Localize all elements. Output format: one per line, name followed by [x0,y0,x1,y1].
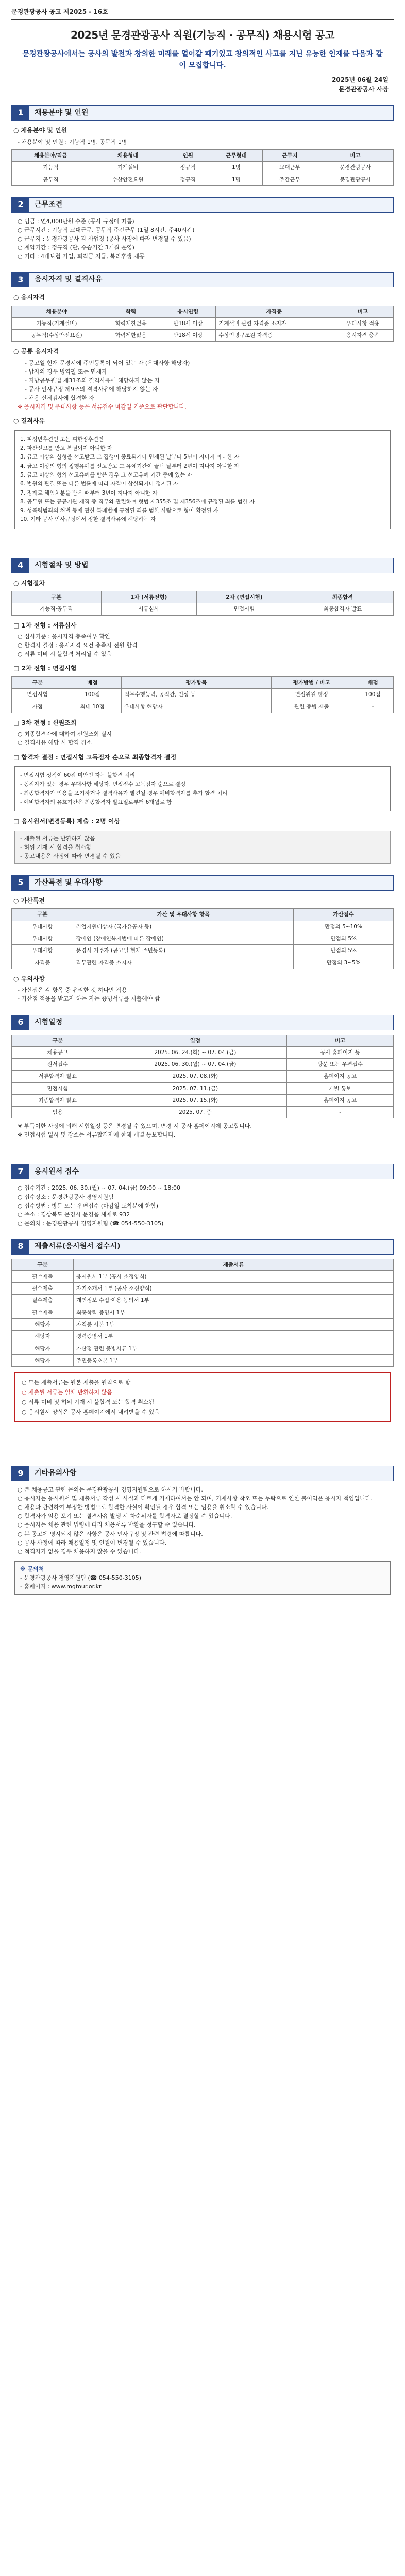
th: 근무형태 [210,150,262,162]
th: 채용분야/직급 [12,150,90,162]
th: 일정 [104,1035,287,1046]
section-6 [11,1015,394,1140]
table-row [12,1331,394,1343]
cell: 만점의 5% [294,933,394,945]
cell: 홈페이지 공고 [287,1094,394,1106]
text-line: ○ 근무시간 : 기능직 교대근무, 공무직 주간근무 (1일 8시간, 주40시간) [18,226,195,233]
text-line: ○ 임금 : 연4,000만원 수준 (공사 규정에 따름) [18,217,134,225]
cell: 우대사항 해당자 [122,701,271,713]
text-line: ○ 주소 : 경상북도 문경시 문경읍 새재로 932 [18,1211,130,1218]
cell: 학력제한없음 [102,317,160,329]
section-header [11,558,394,573]
cell: 1명 [210,162,262,174]
text-line: ○ 결격사유 해당 시 합격 취소 [18,739,92,747]
section-title: 근무조건 [29,198,393,212]
text-line: ○ 접수방법 : 방문 또는 우편접수 (마감일 도착분에 한함) [18,1202,159,1209]
text-line: ○ 계약기간 : 정규직 (단, 수습기간 3개월 운영) [18,244,134,251]
table-row [12,945,394,957]
cell: 해당자 [12,1319,74,1331]
cell: 수상안전요원 [90,174,166,185]
text-line: ○ 공사 사정에 따라 채용일정 및 인원이 변경될 수 있습니다. [18,1539,166,1546]
th: 구분 [12,677,63,689]
cell: 해당자 [12,1343,74,1354]
cell: 학력제한없음 [102,330,160,342]
table-row [12,330,394,342]
table-row [12,1354,394,1366]
text-line: - 공사 인사규정 제9조의 결격사유에 해당하지 않는 자 [25,386,158,393]
text-line: ○ 적격자가 없을 경우 채용하지 않을 수 있습니다. [18,1548,141,1555]
cell: - [287,1107,394,1118]
cell: 자기소개서 1부 (공사 소정양식) [74,1283,394,1295]
th: 최종합격 [292,591,394,603]
table-row [12,921,394,933]
section-header [11,197,394,213]
section-header [11,1164,394,1179]
process-table [11,591,394,616]
cell: 우대사항 [12,933,73,945]
cell: 만점의 5% [294,945,394,957]
cell: 직무수행능력, 공직관, 인성 등 [122,689,271,701]
text-line: ○ 응시자는 채용 관련 법령에 따라 채용서류 반환을 청구할 수 있습니다. [18,1521,196,1529]
text-line: - 남자의 경우 병역필 또는 면제자 [25,368,107,376]
box-line: ○ 서류 미비 및 허위 기재 시 불합격 또는 합격 취소됨 [22,1399,155,1406]
cell: 교대근무 [262,162,317,174]
cell: 주민등록초본 1부 [74,1354,394,1366]
text-line: - 채용 신체검사에 합격한 자 [25,395,94,402]
cell: 최대 10점 [63,701,122,713]
section-title: 제출서류(응시원서 접수시) [29,1240,393,1254]
cell: 취업지원대상자 (국가유공자 등) [73,921,294,933]
section-title: 응시원서 접수 [29,1164,393,1179]
cell: 응시원서 1부 (공사 소정양식) [74,1270,394,1282]
text-line: ○ 접수기간 : 2025. 06. 30.(월) ~ 07. 04.(금) 09:00 ~ 18:00 [18,1184,180,1192]
submission-note-box [14,831,391,864]
cell: 수상인명구조원 자격증 [216,330,332,342]
cell: 면접시험 [12,689,63,701]
cell: 2025. 06. 30.(월) ~ 07. 04.(금) [104,1059,287,1071]
cell: 2025. 07. 중 [104,1107,287,1118]
cell: 면접시험 [196,603,292,615]
table-row [12,1046,394,1058]
sub-heading: ○ 시험절차 [13,579,45,587]
sub-heading: ○ 채용분야 및 인원 [13,127,68,134]
box-line: 10. 기타 공사 인사규정에서 정한 결격사유에 해당하는 자 [20,516,156,523]
cell: 면접시험 [12,1082,104,1094]
cell: 개인정보 수집·이용 동의서 1부 [74,1295,394,1307]
cell: 2025. 07. 11.(금) [104,1082,287,1094]
th: 자격증 [216,306,332,317]
cell: 방문 또는 우편접수 [287,1059,394,1071]
table-row [12,317,394,329]
cell: 정규직 [166,162,210,174]
box-line: - 허위 기재 시 합격을 취소함 [20,843,92,851]
sub-heading: □ 2차 전형 : 면접시험 [13,665,77,672]
sub-heading: ○ 응시자격 [13,294,45,301]
th: 배점 [352,677,393,689]
section-header [11,1015,394,1030]
sub-heading: □ 응시원서(변경등록) 제출 : 2명 이상 [13,818,121,825]
sub-heading: ○ 가산특전 [13,896,45,904]
cell: 공사 홈페이지 등 [287,1046,394,1058]
section-7 [11,1164,394,1227]
section-header [11,1466,394,1481]
section-header [11,1239,394,1255]
cell: 문경관광공사 [317,162,394,174]
cell: 해당자 [12,1331,74,1343]
section-header [11,272,394,287]
score-table [11,676,394,713]
schedule-table [11,1035,394,1119]
section-number: 2 [12,198,29,212]
text-line: ○ 본 채용공고 관련 문의는 문경관광공사 경영지원팀으로 하시기 바랍니다. [18,1486,203,1494]
th: 인원 [166,150,210,162]
cell: 서류합격자 발표 [12,1071,104,1082]
table-row [12,701,394,713]
table-row [12,933,394,945]
text-line: ○ 기타 : 4대보험 가입, 퇴직금 지급, 복리후생 제공 [18,253,145,260]
section-title: 채용분야 및 인원 [29,106,393,120]
cell: 우대사항 적용 [332,317,394,329]
th: 응시연령 [160,306,216,317]
pass-rule-box [14,766,391,811]
table-row [12,603,394,615]
cell: 가산점 관련 증빙서류 1부 [74,1343,394,1354]
cell: 직무관련 자격증 소지자 [73,957,294,969]
box-line: ○ 제출된 서류는 일체 반환하지 않음 [22,1389,112,1396]
section-3 [11,272,394,529]
note-text: ※ 응시자격 및 우대사항 등은 서류접수 마감일 기준으로 판단합니다. [18,403,187,411]
contact-box [14,1561,391,1595]
box-line: - 면접시험 성적이 60점 미만인 자는 불합격 처리 [20,772,136,779]
table-row [12,1071,394,1082]
text-line: - 가산점 적용을 받고자 하는 자는 증빙서류를 제출해야 함 [18,995,160,1003]
th: 제출서류 [74,1259,394,1270]
cell: 임용 [12,1107,104,1118]
box-line: 5. 금고 이상의 형의 선고유예를 받은 경우 그 선고유예 기간 중에 있는 자 [20,471,193,478]
th: 채용형태 [90,150,166,162]
th: 2차 (면접시험) [196,591,292,603]
table-row [12,1059,394,1071]
table-row [12,1295,394,1307]
page-title: 2025년 문경관광공사 직원(기능직 · 공무직) 채용시험 공고 [70,28,335,41]
section-title: 기타유의사항 [29,1466,393,1481]
section-number: 7 [12,1164,29,1179]
cell: 최종합격자 발표 [292,603,394,615]
cell: 필수제출 [12,1270,74,1282]
table-row [12,1319,394,1331]
bonus-table [11,908,394,969]
text-line: - 채용분야 및 인원 : 기능직 1명, 공무직 1명 [18,138,127,145]
section-8 [11,1239,394,1423]
cell: 정규직 [166,174,210,185]
box-line: 8. 공무원 또는 공공기관 재직 중 직무와 관련하여 형법 제355조 및 제356조에 규정된 죄를 범한 자 [20,498,255,505]
section-number: 8 [12,1240,29,1254]
section-number: 4 [12,558,29,573]
contact-line: - 문경관광공사 경영지원팀 (☎ 054-550-3105) [20,1574,142,1581]
cell: 최종학력 증명서 1부 [74,1307,394,1318]
cell: 만점의 3~5% [294,957,394,969]
cell: 우대사항 [12,945,73,957]
text-line: ○ 근무지 : 문경관광공사 각 사업장 (공사 사정에 따라 변경될 수 있음) [18,235,191,242]
box-line: 3. 금고 이상의 실형을 선고받고 그 집행이 종료되거나 면제된 날부터 5년이 지나지 아니한 자 [20,454,240,461]
section-9 [11,1466,394,1595]
section-4 [11,558,394,864]
cell: 문경시 거주자 (공고일 현재 주민등록) [73,945,294,957]
th: 학력 [102,306,160,317]
text-line: - 지방공무원법 제31조의 결격사유에 해당하지 않는 자 [25,377,160,384]
table-row [12,1270,394,1282]
box-line: - 공고내용은 사정에 따라 변경될 수 있음 [20,852,121,859]
text-line: ○ 접수장소 : 문경관광공사 경영지원팀 [18,1193,114,1200]
cell: 공무직(수상안전요원) [12,330,102,342]
text-line: ○ 최종합격자에 대하여 신원조회 실시 [18,731,112,738]
cell: 최종합격자 발표 [12,1094,104,1106]
th: 비고 [317,150,394,162]
section-5 [11,875,394,1004]
table-row [12,957,394,969]
submission-warning-box [14,1372,391,1422]
cell: 기능직 [12,162,90,174]
intro-text: 문경관광공사에서는 공사의 발전과 창의한 미래를 열어갈 패기있고 창의적인 사고를 지닌 유능한 인재를 다음과 같이 모집합니다. [22,49,383,70]
table-row [12,1343,394,1354]
sub-heading: □ 3차 전형 : 신원조회 [13,719,77,726]
sub-heading: ○ 유의사항 [13,975,45,982]
section-1 [11,105,394,185]
qualification-table [11,306,394,342]
table-row [12,174,394,185]
section-number: 1 [12,106,29,120]
cell: 필수제출 [12,1307,74,1318]
cell: 가점 [12,701,63,713]
cell: 자격증 [12,957,73,969]
disqualification-box [14,430,391,529]
cell: 100점 [63,689,122,701]
cell: 2025. 07. 08.(화) [104,1071,287,1082]
cell: 개별 통보 [287,1082,394,1094]
box-line: - 예비합격자의 유효기간은 최종합격자 발표일로부터 6개월로 함 [20,799,172,805]
section-title: 시험절차 및 방법 [29,558,393,573]
text-line: ○ 심사기준 : 응시자격 충족여부 확인 [18,633,110,640]
section-header [11,105,394,121]
th: 배점 [63,677,122,689]
cell: 원서접수 [12,1059,104,1071]
box-line: 4. 금고 이상의 형의 집행유예를 선고받고 그 유예기간이 끝난 날부터 2년이 지나지 아니한 자 [20,463,240,469]
box-line: ○ 모든 제출서류는 원본 제출을 원칙으로 함 [22,1379,131,1386]
text-line: - 가산점은 각 항목 중 유리한 것 하나만 적용 [18,987,127,994]
text-line: ○ 문의처 : 문경관광공사 경영지원팀 (☎ 054-550-3105) [18,1219,164,1227]
table-row [12,1283,394,1295]
cell: 기계설비 관련 자격증 소지자 [216,317,332,329]
cell: 만점의 5~10% [294,921,394,933]
th: 가산 및 우대사항 항목 [73,909,294,921]
sub-heading: ○ 결격사유 [13,417,45,425]
th: 구분 [12,1259,74,1270]
text-line: ○ 서류 미비 시 불합격 처리될 수 있음 [18,651,112,658]
notice-number: 문경관광공사 공고 제2025 - 16호 [11,8,108,15]
cell: 서류심사 [101,603,196,615]
table-row [12,1094,394,1106]
cell: 100점 [352,689,393,701]
cell: 기능직·공무직 [12,603,102,615]
section-title: 응시자격 및 결격사유 [29,273,393,287]
cell: 주간근무 [262,174,317,185]
box-line: ○ 응시원서 양식은 공사 홈페이지에서 내려받을 수 있음 [22,1409,160,1416]
th: 채용분야 [12,306,102,317]
cell: 해당자 [12,1354,74,1366]
cell: - [352,701,393,713]
contact-title: ※ 문의처 [20,1565,44,1572]
text-line: ○ 채용과 관련하여 부정한 방법으로 합격한 사실이 확인될 경우 합격 또는 임용을 취소할 수 있습니다. [18,1504,269,1511]
cell: 관련 증빙 제출 [271,701,352,713]
notice-org: 문경관광공사 사장 [339,86,389,93]
section-2 [11,197,394,261]
cell: 장애인 (장애인복지법에 따른 장애인) [73,933,294,945]
section-number: 9 [12,1466,29,1481]
recruit-table [11,149,394,186]
th: 1차 (서류전형) [101,591,196,603]
section-number: 3 [12,273,29,287]
cell: 기능직(기계설비) [12,317,102,329]
cell: 홈페이지 공고 [287,1071,394,1082]
table-row [12,1082,394,1094]
text-line: - 공고일 현재 문경시에 주민등록이 되어 있는 자 (우대사항 해당자) [25,360,190,367]
cell: 자격증 사본 1부 [74,1319,394,1331]
cell: 1명 [210,174,262,185]
th: 평가방법 / 비고 [271,677,352,689]
th: 비고 [332,306,394,317]
th: 평가항목 [122,677,271,689]
box-line: 1. 피성년후견인 또는 피한정후견인 [20,436,104,443]
text-line: ※ 부득이한 사정에 의해 시험일정 등은 변경될 수 있으며, 변경 시 공사 홈페이지에 공고합니다. [18,1123,252,1130]
table-row [12,689,394,701]
section-title: 시험일정 [29,1015,393,1030]
cell: 만18세 이상 [160,317,216,329]
text-line: ○ 합격자 결정 : 응시자격 요건 충족자 전원 합격 [18,642,138,649]
th: 비고 [287,1035,394,1046]
contact-line: - 홈페이지 : www.mgtour.or.kr [20,1583,102,1590]
cell: 기계설비 [90,162,166,174]
section-title: 가산특전 및 우대사항 [29,876,393,890]
cell: 2025. 07. 15.(화) [104,1094,287,1106]
cell: 문경관광공사 [317,174,394,185]
documents-table [11,1259,394,1367]
section-header [11,875,394,891]
box-line: 6. 법원의 판결 또는 다른 법률에 따라 자격이 상실되거나 정지된 자 [20,481,179,487]
cell: 채용공고 [12,1046,104,1058]
cell: 만18세 이상 [160,330,216,342]
cell: 2025. 06. 24.(화) ~ 07. 04.(금) [104,1046,287,1058]
cell: 필수제출 [12,1295,74,1307]
date-signature [11,75,389,94]
text-line: ○ 본 공고에 명시되지 않은 사항은 공사 인사규정 및 관련 법령에 따릅니다. [18,1530,203,1537]
cell: 공무직 [12,174,90,185]
table-row [12,1307,394,1318]
sub-heading: □ 합격자 결정 : 면접시험 고득점자 순으로 최종합격자 결정 [13,753,177,761]
th: 구분 [12,591,102,603]
th: 구분 [12,909,73,921]
notice-date: 2025년 06월 24일 [332,76,389,84]
box-line: - 최종합격자가 임용을 포기하거나 결격사유가 발견될 경우 예비합격자를 추가 합격 처리 [20,790,228,796]
cell: 응시자격 충족 [332,330,394,342]
cell: 면접위원 평정 [271,689,352,701]
table-row [12,1107,394,1118]
section-number: 6 [12,1015,29,1030]
section-number: 5 [12,876,29,890]
th: 근무지 [262,150,317,162]
text-line: ○ 합격자가 임용 포기 또는 결격사유 발생 시 차순위자를 합격자로 결정할 수 있습니다. [18,1513,232,1520]
box-line: - 동점자가 있는 경우 우대사항 해당자, 면접점수 고득점자 순으로 결정 [20,781,186,788]
box-line: 7. 징계로 해임처분을 받은 때부터 3년이 지나지 아니한 자 [20,489,158,496]
sub-heading: □ 1차 전형 : 서류심사 [13,621,77,629]
box-line: 9. 성폭력범죄의 처벌 등에 관한 특례법에 규정된 죄를 범한 사람으로 형이 확정된 자 [20,507,218,514]
box-line: - 제출된 서류는 반환하지 않음 [20,835,95,842]
text-line: ○ 응시자는 응시원서 및 제출서류 작성 시 사실과 다르게 기재하여서는 안 되며, 기재사항 착오 또는 누락으로 인한 불이익은 응시자 책임입니다. [18,1495,373,1502]
text-line: ※ 면접시험 일시 및 장소는 서류합격자에 한해 개별 통보합니다. [18,1131,176,1139]
top-header [11,7,394,20]
cell: 필수제출 [12,1283,74,1295]
cell: 경력증명서 1부 [74,1331,394,1343]
th: 가산점수 [294,909,394,921]
table-row [12,162,394,174]
box-line: 2. 파산선고를 받고 복권되지 아니한 자 [20,445,112,452]
sub-heading: ○ 공통 응시자격 [13,348,59,355]
th: 구분 [12,1035,104,1046]
cell: 우대사항 [12,921,73,933]
